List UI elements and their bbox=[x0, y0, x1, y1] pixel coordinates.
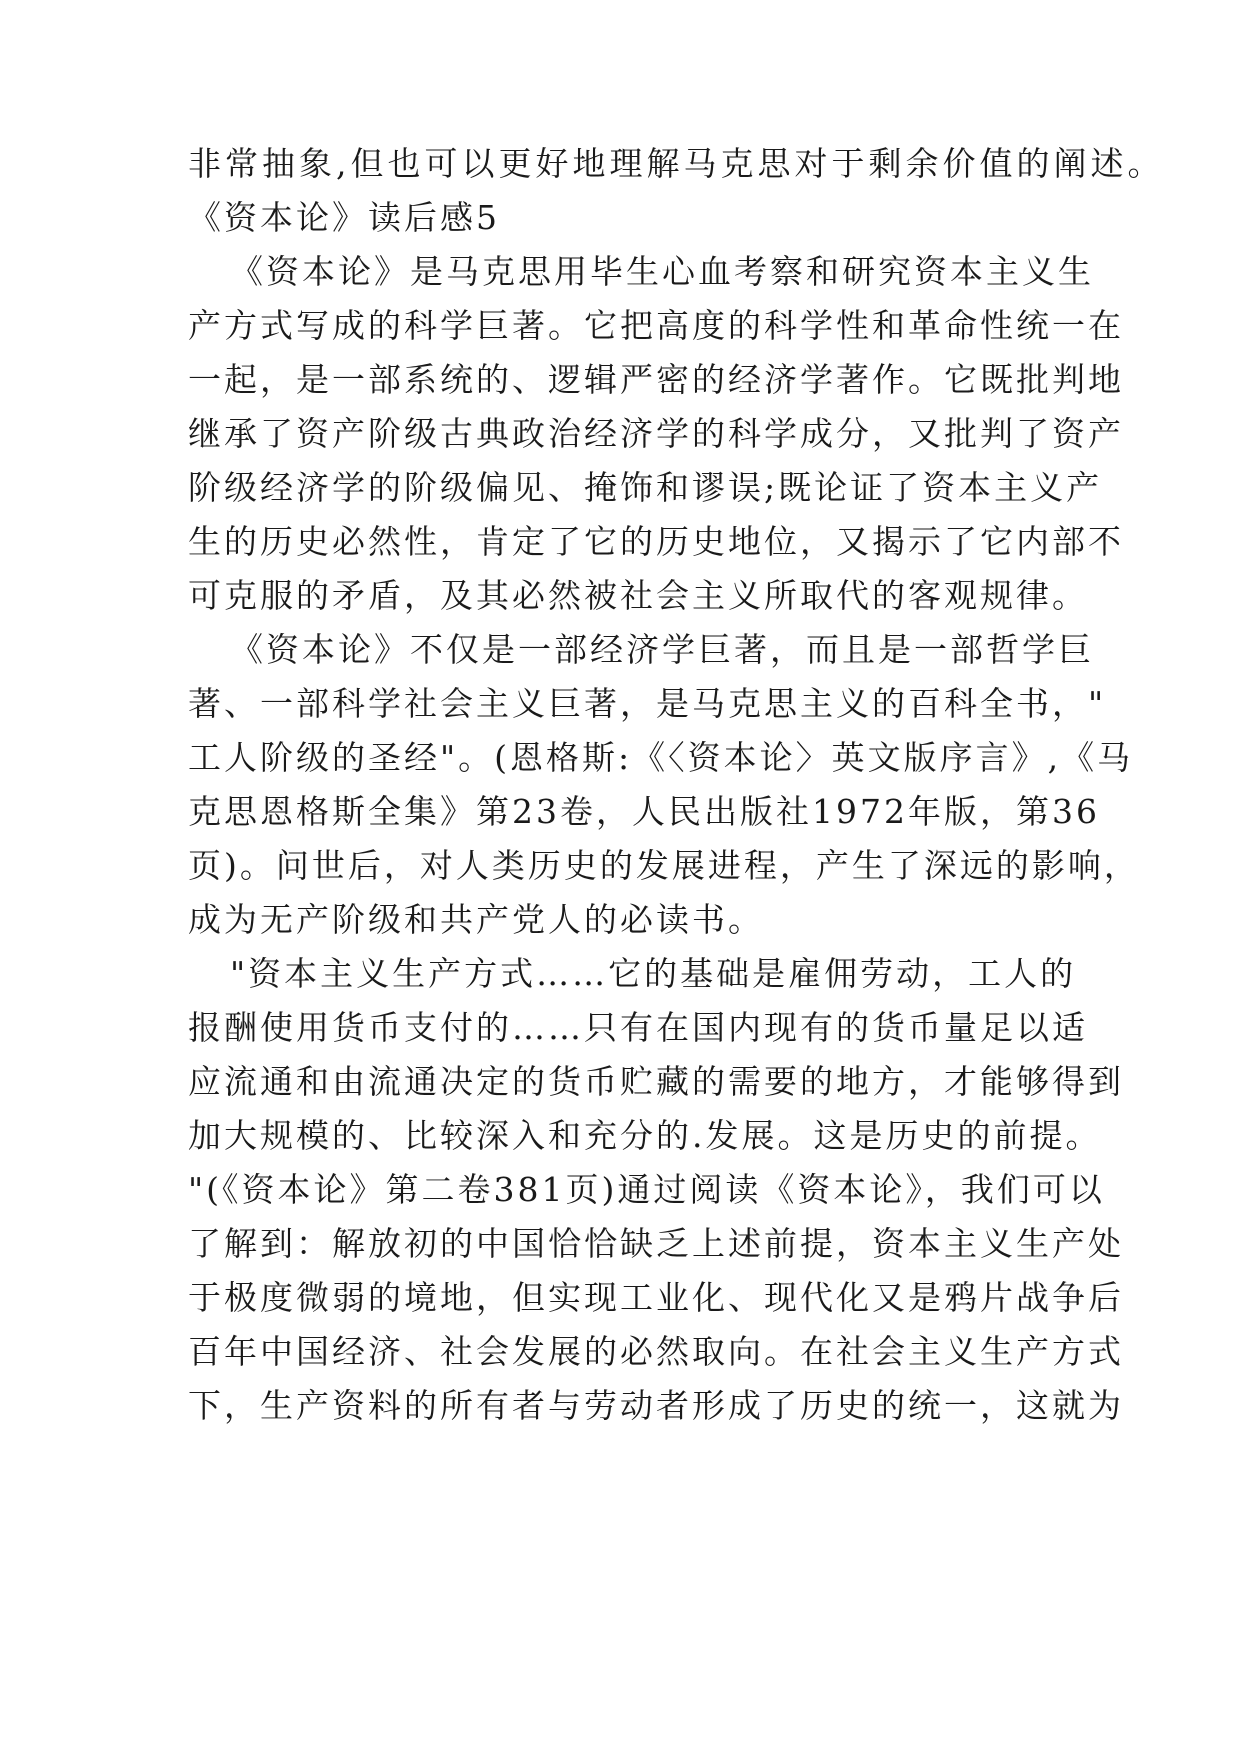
text-line: 阶级经济学的阶级偏见、掩饰和谬误;既论证了资本主义产 bbox=[188, 468, 1103, 507]
text-line: 了解到：解放初的中国恰恰缺乏上述前提，资本主义生产处 bbox=[188, 1224, 1124, 1263]
text-line: 可克服的矛盾，及其必然被社会主义所取代的客观规律。 bbox=[188, 576, 1088, 615]
text-line: "(《资本论》第二卷381页)通过阅读《资本论》，我们可以 bbox=[188, 1170, 1105, 1209]
text-line: 报酬使用货币支付的……只有在国内现有的货币量足以适 bbox=[188, 1008, 1088, 1047]
text-line: 于极度微弱的境地，但实现工业化、现代化又是鸦片战争后 bbox=[188, 1278, 1124, 1317]
text-line: "资本主义生产方式……它的基础是雇佣劳动，工人的 bbox=[230, 954, 1077, 993]
text-line: 成为无产阶级和共产党人的必读书。 bbox=[188, 900, 764, 939]
text-line: 生的历史必然性，肯定了它的历史地位，又揭示了它内部不 bbox=[188, 522, 1124, 561]
text-line: 百年中国经济、社会发展的必然取向。在社会主义生产方式 bbox=[188, 1332, 1124, 1371]
text-line: 继承了资产阶级古典政治经济学的科学成分，又批判了资产 bbox=[188, 414, 1124, 453]
text-line: 应流通和由流通决定的货币贮藏的需要的地方，才能够得到 bbox=[188, 1062, 1124, 1101]
text-line: 工人阶级的圣经"。(恩格斯:《〈资本论〉英文版序言》,《马 bbox=[188, 738, 1134, 777]
text-line: 《资本论》不仅是一部经济学巨著，而且是一部哲学巨 bbox=[230, 630, 1094, 669]
text-line: 一起，是一部系统的、逻辑严密的经济学著作。它既批判地 bbox=[188, 360, 1124, 399]
text-line: 著、一部科学社会主义巨著，是马克思主义的百科全书，" bbox=[188, 684, 1107, 723]
text-line: 产方式写成的科学巨著。它把高度的科学性和革命性统一在 bbox=[188, 306, 1124, 345]
text-line: 克思恩格斯全集》第23卷，人民出版社1972年版，第36 bbox=[188, 792, 1100, 831]
text-line: 加大规模的、比较深入和充分的.发展。这是历史的前提。 bbox=[188, 1116, 1102, 1155]
text-line: 非常抽象,但也可以更好地理解马克思对于剩余价值的阐述。 bbox=[188, 144, 1165, 183]
text-line: 《资本论》是马克思用毕生心血考察和研究资本主义生 bbox=[230, 252, 1094, 291]
text-line: 下，生产资料的所有者与劳动者形成了历史的统一，这就为 bbox=[188, 1386, 1124, 1425]
text-line: 页)。问世后，对人类历史的发展进程，产生了深远的影响， bbox=[188, 846, 1140, 885]
section-heading: 《资本论》读后感5 bbox=[188, 198, 500, 237]
